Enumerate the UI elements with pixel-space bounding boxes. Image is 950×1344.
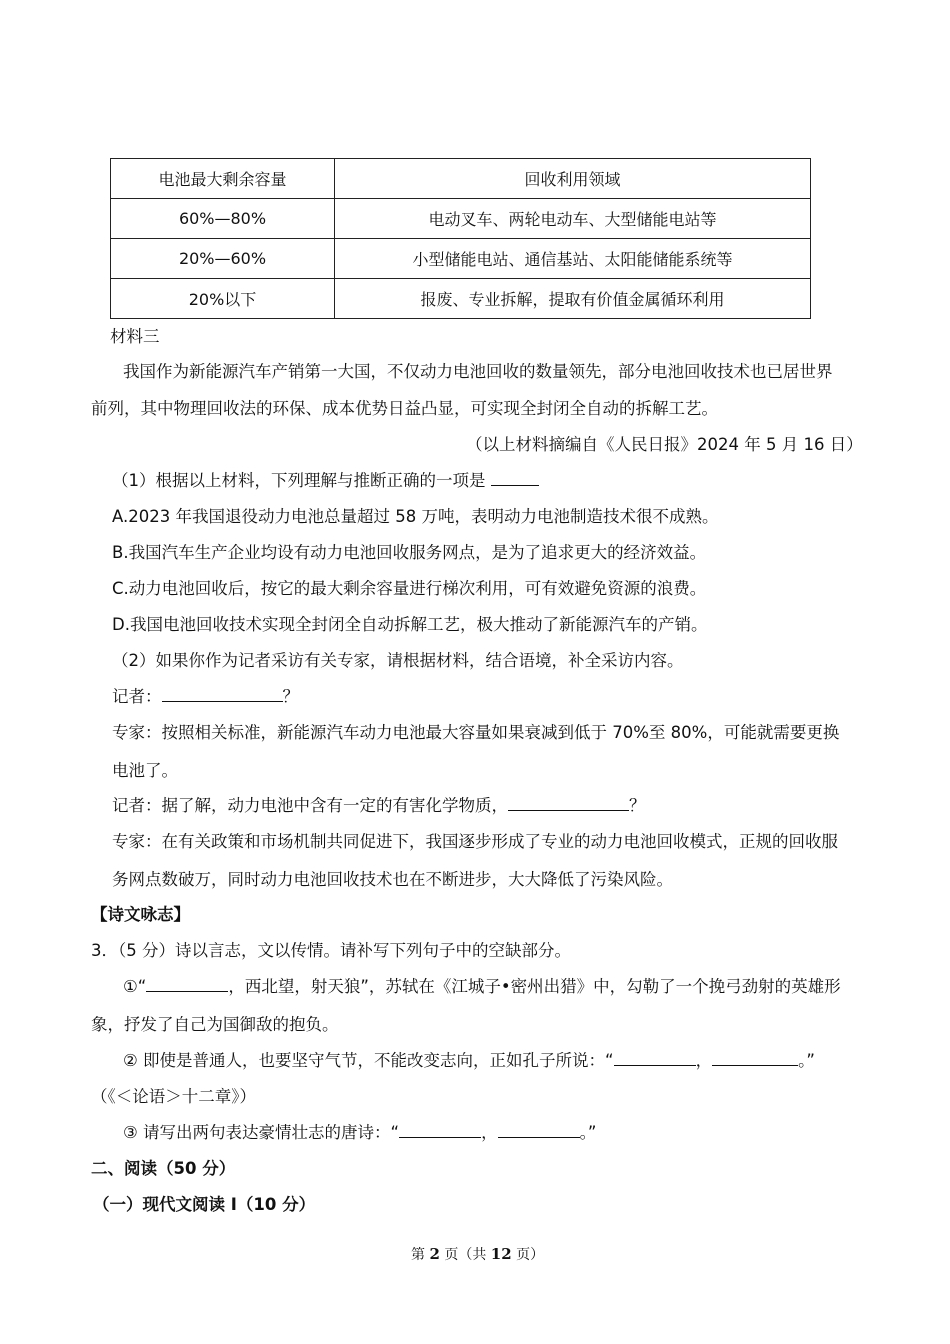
comma: ， bbox=[481, 1123, 498, 1142]
question-mark: ？ bbox=[629, 796, 646, 815]
poetry-item-1-cont: 象，抒发了自己为国御敌的抱负。 bbox=[91, 1015, 339, 1034]
question-1-stem bbox=[112, 470, 539, 492]
footer-text: 页） bbox=[516, 1247, 545, 1263]
expert-line-2: 专家：在有关政策和市场机制共同促进下，我国逐步形成了专业的动力电池回收模式，正规的回收服 bbox=[112, 832, 838, 851]
expert-line-2-cont: 务网点数破万，同时动力电池回收技术也在不断进步，大大降低了污染风险。 bbox=[112, 870, 673, 889]
material3-paragraph-line2: 前列，其中物理回收法的环保、成本优势日益凸显，可实现全封闭全自动的拆解工艺。 bbox=[91, 399, 718, 418]
table-cell: 电动叉车、两轮电动车、大型储能电站等 bbox=[335, 199, 811, 239]
reporter-text: 记者：据了解，动力电池中含有一定的有害化学物质， bbox=[112, 796, 508, 815]
expert-line-1-cont: 电池了。 bbox=[112, 761, 178, 780]
table-cell: 60%—80% bbox=[111, 199, 335, 239]
total-pages: 12 bbox=[490, 1245, 512, 1263]
closing-quote: 。” bbox=[798, 1051, 815, 1070]
table-row bbox=[111, 279, 811, 319]
recycle-table bbox=[110, 158, 811, 319]
closing-quote: 。” bbox=[579, 1123, 597, 1142]
answer-blank[interactable] bbox=[399, 1122, 481, 1138]
poetry-item-2 bbox=[123, 1050, 815, 1072]
poetry-item-2-text: ② 即使是普通人，也要坚守气节，不能改变志向，正如孔子所说：“ bbox=[123, 1051, 614, 1070]
poetry-item-3 bbox=[123, 1122, 596, 1144]
table-cell: 报废、专业拆解，提取有价值金属循环利用 bbox=[335, 279, 811, 319]
table-header-row bbox=[111, 159, 811, 199]
answer-blank[interactable] bbox=[508, 795, 629, 811]
question-2-stem: （2）如果你作为记者采访有关专家，请根据材料，结合语境，补全采访内容。 bbox=[112, 651, 684, 670]
answer-blank[interactable] bbox=[146, 976, 228, 992]
poetry-item-1-text: ，西北望，射天狼”，苏轼在《江城子•密州出猎》中，勾勒了一个挽弓劲射的英雄形 bbox=[228, 977, 841, 996]
material-source: （以上材料摘编自《人民日报》2024 年 5 月 16 日） bbox=[466, 435, 863, 454]
footer-text: 第 bbox=[411, 1247, 425, 1263]
footer-text: 页（共 bbox=[444, 1247, 487, 1263]
poetry-item-3-text: ③ 请写出两句表达豪情壮志的唐诗：“ bbox=[123, 1123, 400, 1142]
question-mark: ？ bbox=[282, 687, 299, 706]
reporter-line-1 bbox=[112, 686, 299, 708]
table-cell: 20%—60% bbox=[111, 239, 335, 279]
answer-blank[interactable] bbox=[162, 686, 283, 702]
answer-blank[interactable] bbox=[614, 1050, 696, 1066]
question-3-stem: 3．（5 分）诗以言志，文以传情。请补写下列句子中的空缺部分。 bbox=[91, 941, 571, 960]
option-d: D.我国电池回收技术实现全封闭全自动拆解工艺，极大推动了新能源汽车的产销。 bbox=[112, 615, 708, 634]
answer-blank[interactable] bbox=[498, 1122, 580, 1138]
table-cell: 20%以下 bbox=[111, 279, 335, 319]
option-c: C.动力电池回收后，按它的最大剩余容量进行梯次利用，可有效避免资源的浪费。 bbox=[112, 579, 707, 598]
page-number: 2 bbox=[429, 1245, 440, 1263]
material3-title: 材料三 bbox=[110, 327, 160, 346]
subsection-heading: （一）现代文阅读 I（10 分） bbox=[93, 1195, 316, 1214]
table-header-cell: 回收利用领域 bbox=[335, 159, 811, 199]
reporter-line-2 bbox=[112, 795, 646, 817]
table-header-cell: 电池最大剩余容量 bbox=[111, 159, 335, 199]
question-1-text: （1）根据以上材料，下列理解与推断正确的一项是 bbox=[112, 471, 486, 490]
table-cell: 小型储能电站、通信基站、太阳能储能系统等 bbox=[335, 239, 811, 279]
poetry-item-2-source: （《＜论语＞十二章》） bbox=[91, 1087, 256, 1106]
answer-blank[interactable] bbox=[491, 470, 539, 486]
reporter-label: 记者： bbox=[112, 687, 162, 706]
option-b: B.我国汽车生产企业均设有动力电池回收服务网点，是为了追求更大的经济效益。 bbox=[112, 543, 707, 562]
option-a: A.2023 年我国退役动力电池总量超过 58 万吨，表明动力电池制造技术很不成熟。 bbox=[112, 507, 719, 526]
poetry-item-1 bbox=[123, 976, 841, 998]
section-heading-poetry: 【诗文咏志】 bbox=[91, 905, 190, 924]
poetry-item-1-prefix: ①“ bbox=[123, 977, 147, 996]
page-footer bbox=[411, 1244, 544, 1264]
table-row bbox=[111, 199, 811, 239]
expert-line-1: 专家：按照相关标准，新能源汽车动力电池最大容量如果衰减到低于 70%至 80%，可能就需要更换 bbox=[112, 723, 840, 742]
material3-paragraph-line1: 我国作为新能源汽车产销第一大国，不仅动力电池回收的数量领先，部分电池回收技术也已居世界 bbox=[123, 362, 833, 381]
answer-blank[interactable] bbox=[712, 1050, 798, 1066]
comma: ， bbox=[695, 1051, 713, 1070]
section-heading-reading: 二、阅读（50 分） bbox=[91, 1159, 236, 1178]
table-row bbox=[111, 239, 811, 279]
